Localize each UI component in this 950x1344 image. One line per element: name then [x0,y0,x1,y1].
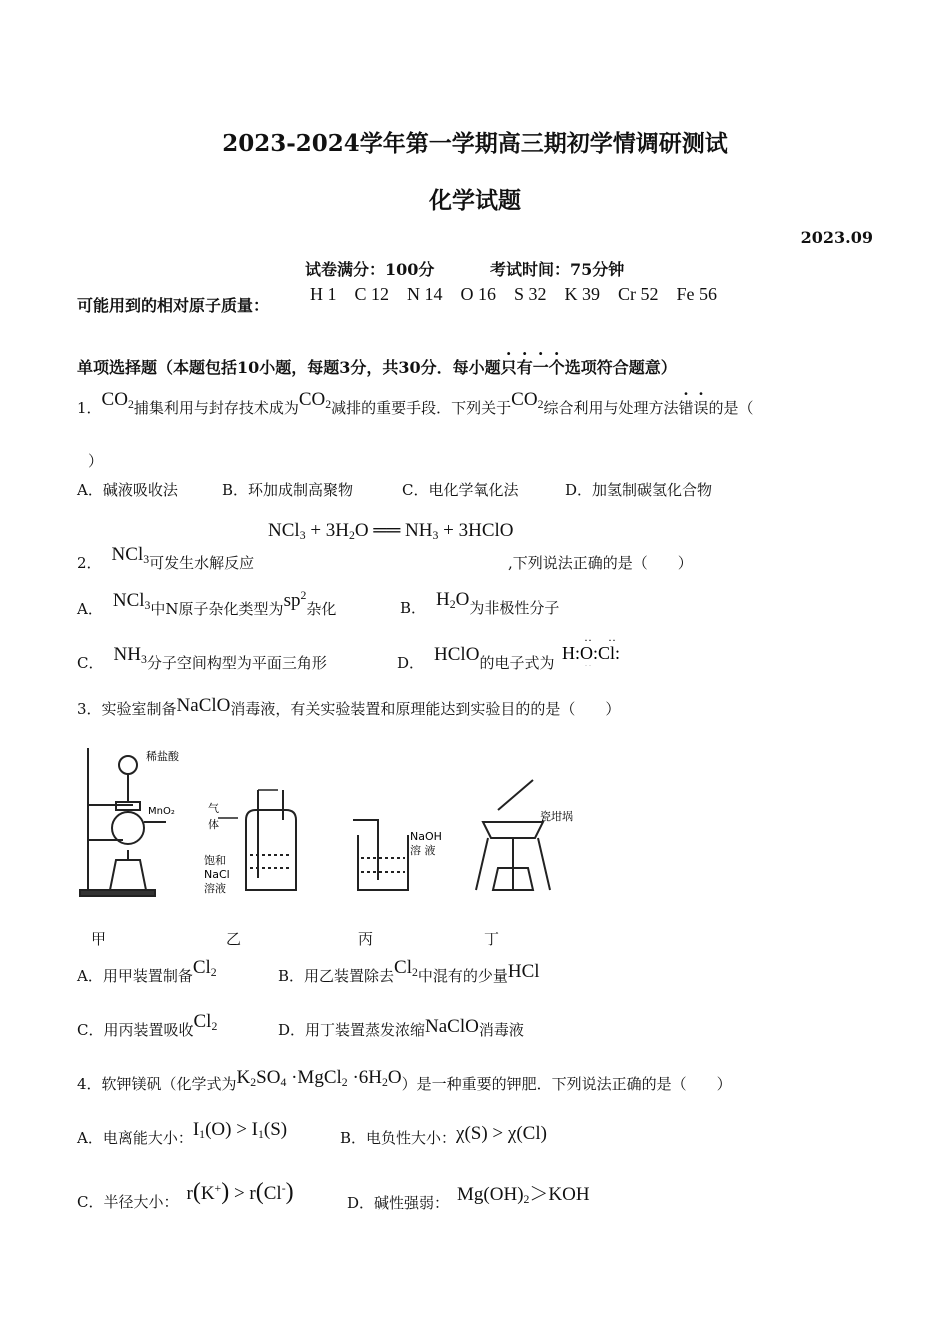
q3-option-a [77,957,217,988]
q2-stem-end: ,下列说法正确的是（ ） [508,554,693,572]
formula-cl2: $Cl_2$ [192,957,217,979]
atomic-mass-item: N 14 [407,284,443,304]
q1-text: 的是（ [708,399,754,417]
formula-hclo: HClO [434,644,480,665]
svg-text:··: ·· [584,634,592,647]
figure-label-jia: 甲 [91,930,107,948]
figure-label-bing: 丙 [358,930,374,948]
exam-subtitle: 化学试题 [429,187,521,214]
atomic-mass-item: C 12 [354,284,390,304]
electron-formula-hclo [560,634,630,666]
q1-option-b: B．环加成制高聚物 [222,481,354,499]
formula-ncl3: NCl$_3$ [112,590,151,612]
apparatus-label: 瓷坩埚 [540,810,573,823]
q4-option-c [77,1179,294,1214]
formula-electronegativity: χ(S) > χ(Cl) [456,1123,547,1144]
option-label: C． [77,654,104,672]
q3-option-c [77,1011,218,1042]
q1-text: 捕集利用与封存技术成为 [133,399,299,417]
formula-naclo: NaClO [176,695,231,716]
apparatus-figure [78,740,598,910]
q3-d-text: D．用丁装置蒸发浓缩 [278,1021,426,1039]
figure-label-yi: 乙 [226,930,242,948]
q1-option-a: A．碱液吸收法 [77,481,178,499]
q1-close-paren: ） [88,452,104,470]
q4-option-b [340,1123,547,1149]
q1-text: 减排的重要手段．下列关于 [331,399,512,417]
q4-option-a [77,1119,288,1150]
q3-b-text: 中混有的少量 [417,967,508,985]
q2-option-d [397,644,555,674]
exam-title: 2023-2024学年第一学期高三期初学情调研测试 [222,130,728,157]
emphasis-char: 一 [532,358,549,377]
question-2-stem [77,544,255,575]
q2-c-text: 分子空间构型为平面三角形 [146,654,327,672]
q4-option-d [347,1184,590,1215]
q2-b-text: 为非极性分子 [469,599,560,617]
question-number: 2． [77,554,102,572]
formula-co2: $CO_2$ [511,389,544,411]
q2-text: 可发生水解反应 [149,554,255,572]
emphasis-char: 个 [548,358,565,377]
q2-d-text: 的电子式为 [479,654,555,672]
emphasis-char: 只 [500,358,517,377]
apparatus-label: 溶液 [204,882,226,895]
q4-text: 4．软钾镁矾（化学式为 [77,1075,237,1093]
formula-ncl3: NCl$_3$ [111,544,150,566]
option-label: B． [400,599,427,617]
q2-a-end: 杂化 [306,600,337,619]
formula-ionization: $I_1(O) > I_1(S)$ [192,1119,288,1141]
svg-text:H:O:Cl:: H:O:Cl: [562,643,621,663]
emphasis-char: 有 [516,358,533,377]
section-heading-a: 单项选择题（本题包括10小题，每题3分，共30分．每小题 [77,358,501,377]
exam-date: 2023.09 [800,228,873,247]
atomic-mass-item: H 1 [310,284,337,304]
q3-text: 3．实验室制备 [77,700,177,718]
atomic-mass-item: Cr 52 [618,284,659,304]
svg-text:··: ·· [584,659,592,666]
option-label: D． [397,654,425,672]
q1-option-d: D．加氢制碳氢化合物 [565,481,713,499]
formula-cl2: $Cl_2$ [193,1011,218,1033]
q2-option-a [77,589,337,621]
formula-h2o: $H_2O$ [436,589,470,611]
q3-option-b [278,957,540,988]
formula-co2: $CO_2$ [298,389,332,411]
atomic-mass-item: S 32 [514,284,547,304]
formula-cl2: $Cl_2$ [394,957,418,979]
q3-a-text: A．用甲装置制备 [77,967,193,985]
formula-co2: $CO_2$ [101,389,134,411]
q2-option-b [400,589,560,620]
emphasis-char: 错 [678,399,694,417]
question-1-stem [77,389,754,420]
question-4-stem [77,1067,732,1096]
apparatus-label: 体 [208,818,219,831]
formula-naclo: NaClO [425,1016,479,1037]
q1-text: 综合利用与处理方法 [543,399,679,417]
reaction-equation: $NCl_3 + 3H_2O$ ══ $NH_3$ + 3HClO [268,520,514,542]
section-heading [77,355,677,378]
apparatus-label: 稀盐酸 [146,750,179,763]
figure-label-ding: 丁 [484,930,500,948]
apparatus-label: NaCl [204,868,230,881]
apparatus-bing [353,820,408,890]
apparatus-label: 气 [208,802,219,815]
q4-text: ）是一种重要的钾肥．下列说法正确的是（ ） [401,1075,732,1093]
emphasis-char: 误 [693,399,709,417]
full-score: 试卷满分：100分 [305,260,435,279]
atomic-mass-item: Fe 56 [676,284,718,304]
option-label: C．半径大小： [77,1193,179,1211]
apparatus-label: 溶 液 [410,844,436,857]
exam-time: 考试时间：75分钟 [490,260,625,279]
formula-sp2: $sp^2$ [283,589,307,612]
q3-option-d [278,1016,524,1041]
section-heading-b: 选项符合题意） [564,358,677,377]
q3-b-text: B．用乙装置除去 [278,967,395,985]
formula-hcl: HCl [507,961,540,982]
formula-nh3: $NH_3$ [113,644,147,666]
option-label: B．电负性大小： [340,1129,457,1147]
option-label: D．碱性强弱： [347,1194,450,1212]
apparatus-label: NaOH [410,830,442,843]
q3-c-text: C．用丙装置吸收 [77,1021,194,1039]
question-number: 1． [77,399,102,417]
apparatus-ding [476,780,550,890]
q3-d-text: 消毒液 [478,1021,524,1039]
atomic-mass-label: 可能用到的相对原子质量： [77,296,270,315]
atomic-mass-list [310,284,717,305]
apparatus-jia [80,748,166,896]
q2-a-text: 中N原子杂化类型为 [150,600,284,619]
q1-option-c: C．电化学氧化法 [402,481,519,499]
apparatus-label: MnO₂ [148,806,175,817]
q2-option-c [77,644,327,675]
formula-basicity: $Mg(OH)_2>KOH$ [457,1184,590,1206]
option-label: A．电离能大小： [77,1129,193,1147]
formula-radius: r(K+) > r(Cl-) [186,1179,294,1205]
atomic-mass-item: K 39 [564,284,601,304]
atomic-mass-item: O 16 [460,284,497,304]
q3-text: 消毒液，有关实验装置和原理能达到实验目的的是（ ） [230,700,621,718]
apparatus-label: 饱和 [204,854,226,867]
svg-text:··: ·· [608,634,616,647]
option-label: A． [77,600,103,619]
question-3-stem [77,695,621,720]
formula-mineral: $K_2SO_4$ ·MgCl$_2$ $\cdot 6H_2O$ [236,1067,402,1089]
